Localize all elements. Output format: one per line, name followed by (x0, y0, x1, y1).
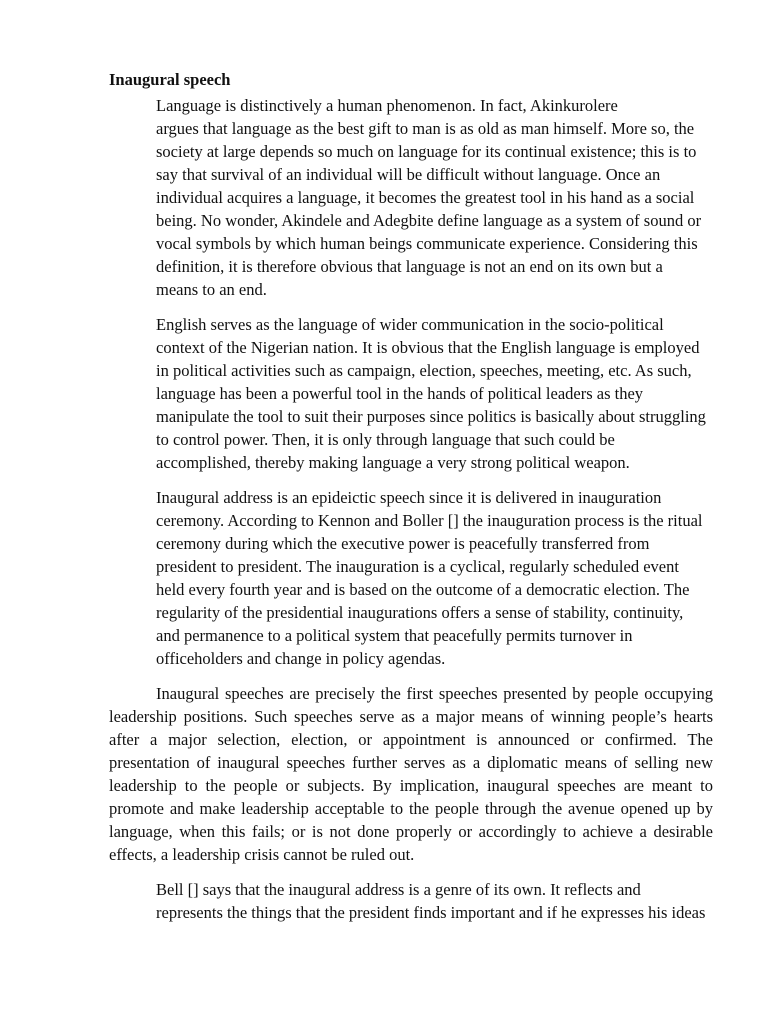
text-line: and permanence to a political system that peacefully permits turnover in (156, 626, 633, 645)
text-line: president to president. The inauguration is a cyclical, regularly scheduled event (156, 557, 679, 576)
text-line: society at large depends so much on language for its continual existence; this is to (156, 142, 697, 161)
text-line: represents the things that the president finds important and if he expresses his ideas (156, 903, 706, 922)
text-line: in political activities such as campaign, election, speeches, meeting, etc. As such, (156, 361, 692, 380)
paragraph-1 (109, 94, 713, 301)
text-line: Bell [] says that the inaugural address is a genre of its own. It reflects and (156, 880, 641, 899)
document-heading: Inaugural speech (109, 70, 231, 89)
text-line: say that survival of an individual will be difficult without language. Once an (156, 165, 661, 184)
text-line: regularity of the presidential inaugurations offers a sense of stability, continuity, (156, 603, 684, 622)
text-line: language has been a powerful tool in the hands of political leaders as they (156, 384, 644, 403)
text-line: ceremony. According to Kennon and Boller [] the inauguration process is the ritual (156, 511, 703, 530)
paragraph-4: Inaugural speeches are precisely the first speeches presented by people occupying leadership positions. Such speeches serve as a major means of winning people’s hearts after a major selection, election, or appointment is announced or confirmed. The presentation of inaugural speeches further serves as a diplomatic means of selling new leadership to the people or subjects. By implication, inaugural speeches are meant to promote and make leadership acceptable to the people through the avenue opened up by language, when this fails; or is not done properly or accordingly to achieve a desirable effects, a leadership crisis cannot be ruled out. (109, 684, 713, 864)
text-line: definition, it is therefore obvious that language is not an end on its own but a (156, 257, 663, 276)
text-line: means to an end. (156, 280, 267, 299)
paragraph-2 (109, 313, 713, 474)
text-line: being. No wonder, Akindele and Adegbite define language as a system of sound or (156, 211, 702, 230)
text-line: Language is distinctively a human phenomenon. In fact, Akinkurolere (156, 96, 618, 115)
text-line: accomplished, thereby making language a very strong political weapon. (156, 453, 630, 472)
text-line: individual acquires a language, it becomes the greatest tool in his hand as a social (156, 188, 695, 207)
text-line: officeholders and change in policy agendas. (156, 649, 446, 668)
text-line: to control power. Then, it is only through language that such could be (156, 430, 615, 449)
text-line: held every fourth year and is based on the outcome of a democratic election. The (156, 580, 690, 599)
paragraph-3 (109, 486, 713, 670)
text-line: context of the Nigerian nation. It is obvious that the English language is employed (156, 338, 700, 357)
text-line: Inaugural address is an epideictic speech since it is delivered in inauguration (156, 488, 662, 507)
text-line: manipulate the tool to suit their purposes since politics is basically about struggling (156, 407, 706, 426)
paragraph-5 (109, 878, 713, 924)
text-line: vocal symbols by which human beings communicate experience. Considering this (156, 234, 698, 253)
text-line: English serves as the language of wider communication in the socio-political (156, 315, 664, 334)
text-line: ceremony during which the executive power is peacefully transferred from (156, 534, 650, 553)
text-line: argues that language as the best gift to man is as old as man himself. More so, the (156, 119, 695, 138)
document-body (109, 68, 713, 936)
